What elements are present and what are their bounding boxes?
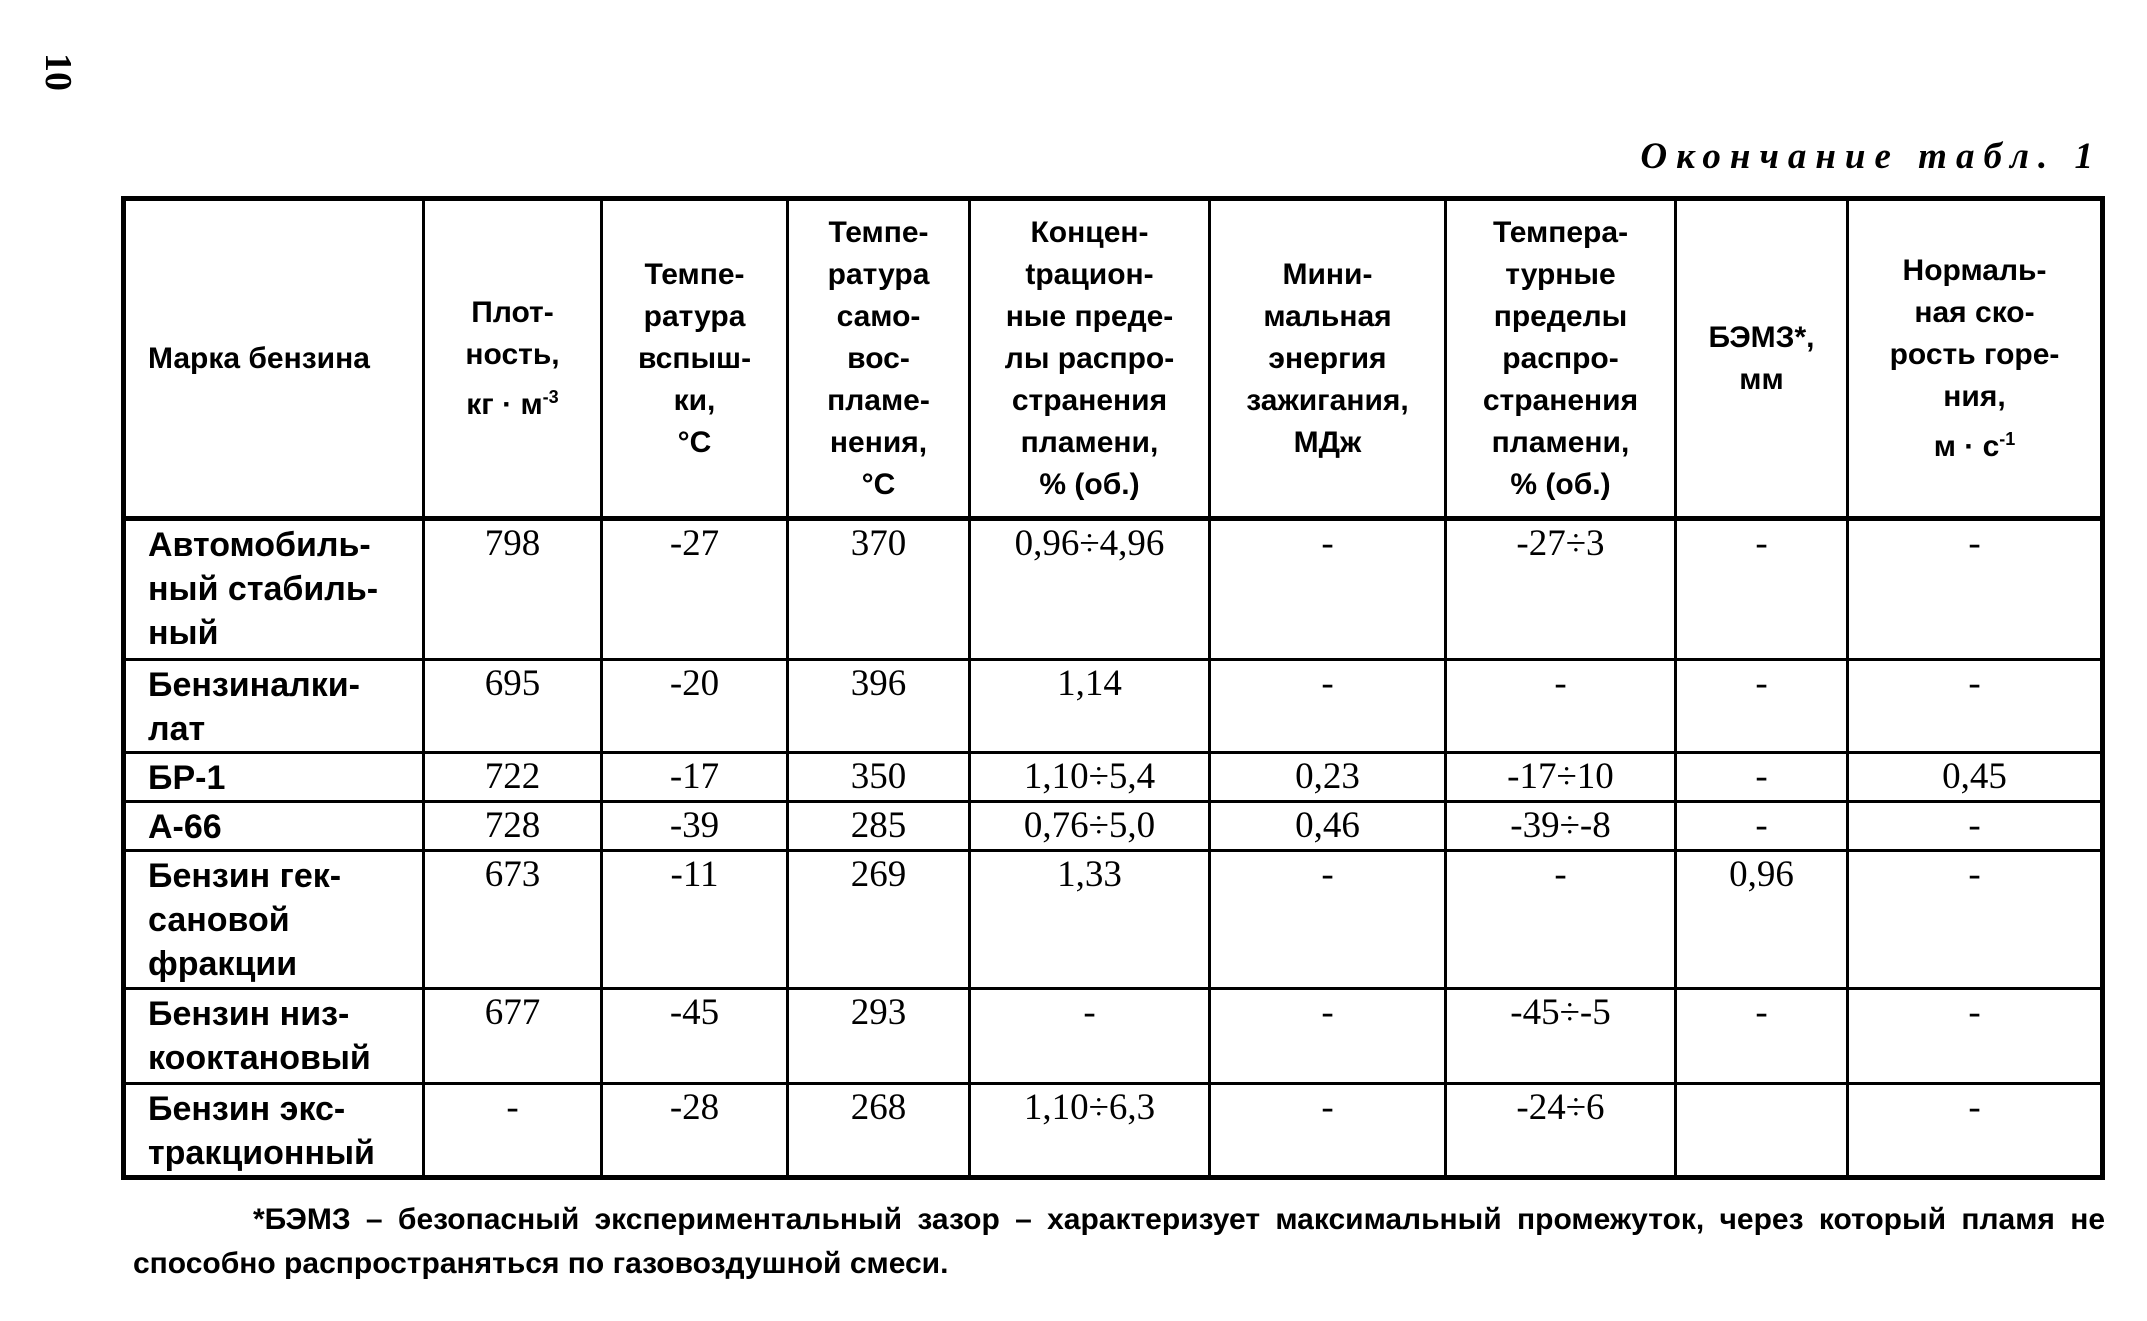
table-cell: - [1848, 659, 2103, 752]
table-cell: -45 [602, 989, 788, 1083]
table-cell: - [1848, 1083, 2103, 1177]
table-cell: 396 [788, 659, 970, 752]
header-cell: БЭМЗ*, мм [1676, 199, 1848, 519]
table-row [124, 989, 2103, 1083]
table-cell: 798 [424, 519, 602, 660]
table-row [124, 1083, 2103, 1177]
table-cell: -20 [602, 659, 788, 752]
table-cell: - [1210, 1083, 1446, 1177]
table-cell: 370 [788, 519, 970, 660]
header-cell: Темпе- ратура само- вос- пламе- нения, °С [788, 199, 970, 519]
table-cell: - [1210, 851, 1446, 989]
table-cell: 0,96÷4,96 [970, 519, 1210, 660]
table-cell: 0,96 [1676, 851, 1848, 989]
table-cell: -11 [602, 851, 788, 989]
table-cell: -27 [602, 519, 788, 660]
table-cell: - [1848, 989, 2103, 1083]
table-cell: - [1848, 802, 2103, 851]
table-cell: - [1446, 851, 1676, 989]
table-cell: - [1446, 659, 1676, 752]
table-cell: -17÷10 [1446, 753, 1676, 802]
table-cell: 1,33 [970, 851, 1210, 989]
table-caption: Окончание табл. 1 [1640, 136, 2102, 177]
table-cell: - [1848, 851, 2103, 989]
table-cell: - [1676, 659, 1848, 752]
table-cell: 677 [424, 989, 602, 1083]
header-cell: Концен- tрацион- ные преде- лы распро- странения пламени, % (об.) [970, 199, 1210, 519]
header-cell: Марка бензина [124, 199, 424, 519]
table-cell: - [1210, 989, 1446, 1083]
gasoline-grade-cell: Бензин экс- тракционный [124, 1083, 424, 1177]
table-cell: -39 [602, 802, 788, 851]
table-cell: - [424, 1083, 602, 1177]
table-cell: 1,10÷5,4 [970, 753, 1210, 802]
header-cell: Темпера- турные пределы распро- странения пламени, % (об.) [1446, 199, 1676, 519]
table-row [124, 519, 2103, 660]
gasoline-grade-cell: Бензиналки- лат [124, 659, 424, 752]
table-cell: 728 [424, 802, 602, 851]
table-cell: 0,76÷5,0 [970, 802, 1210, 851]
table-cell: 350 [788, 753, 970, 802]
table-cell: -27÷3 [1446, 519, 1676, 660]
table-cell: -39÷-8 [1446, 802, 1676, 851]
gasoline-properties-table [121, 196, 2105, 1180]
table-cell: 0,23 [1210, 753, 1446, 802]
page-number: 10 [37, 53, 79, 91]
header-cell: Плот- ность, кг · $м^{-3}$ [424, 199, 602, 519]
table-cell: 0,45 [1848, 753, 2103, 802]
table-cell: 722 [424, 753, 602, 802]
table-row [124, 802, 2103, 851]
table-cell: - [1676, 989, 1848, 1083]
table-row [124, 659, 2103, 752]
table-cell: - [1848, 519, 2103, 660]
table-cell: 1,10÷6,3 [970, 1083, 1210, 1177]
gasoline-grade-cell: БР-1 [124, 753, 424, 802]
gasoline-grade-cell: Бензин низ- кооктановый [124, 989, 424, 1083]
table-cell: 269 [788, 851, 970, 989]
table-cell: - [1676, 802, 1848, 851]
footnote: *БЭМЗ – безопасный экспериментальный зазор – характеризует максимальный промежуток, через который пламя не способно распространяться по газовоздушной смеси. [133, 1203, 2105, 1280]
header-cell: Темпе- ратура вспыш- ки, °С [602, 199, 788, 519]
table-cell: 1,14 [970, 659, 1210, 752]
gasoline-grade-cell: Автомобиль- ный стабиль- ный [124, 519, 424, 660]
table-cell: -45÷-5 [1446, 989, 1676, 1083]
table-cell [1676, 1083, 1848, 1177]
header-row [124, 199, 2103, 519]
table-cell: - [1210, 659, 1446, 752]
table-cell: -17 [602, 753, 788, 802]
table-cell: 285 [788, 802, 970, 851]
table-cell: -24÷6 [1446, 1083, 1676, 1177]
table-cell: 293 [788, 989, 970, 1083]
table-row [124, 851, 2103, 989]
table-cell: 268 [788, 1083, 970, 1177]
table-cell: - [1676, 753, 1848, 802]
table-cell: -28 [602, 1083, 788, 1177]
table-cell: - [970, 989, 1210, 1083]
gasoline-grade-cell: А-66 [124, 802, 424, 851]
table-cell: 0,46 [1210, 802, 1446, 851]
table-cell: - [1210, 519, 1446, 660]
header-cell: Нормаль- ная ско- рость горе- ния, $м \cdot с^{-1}$ [1848, 199, 2103, 519]
table-cell: - [1676, 519, 1848, 660]
table-cell: 673 [424, 851, 602, 989]
gasoline-grade-cell: Бензин гек- сановой фракции [124, 851, 424, 989]
table-cell: 695 [424, 659, 602, 752]
header-cell: Мини- мальная энергия зажигания, МДж [1210, 199, 1446, 519]
table-row [124, 753, 2103, 802]
